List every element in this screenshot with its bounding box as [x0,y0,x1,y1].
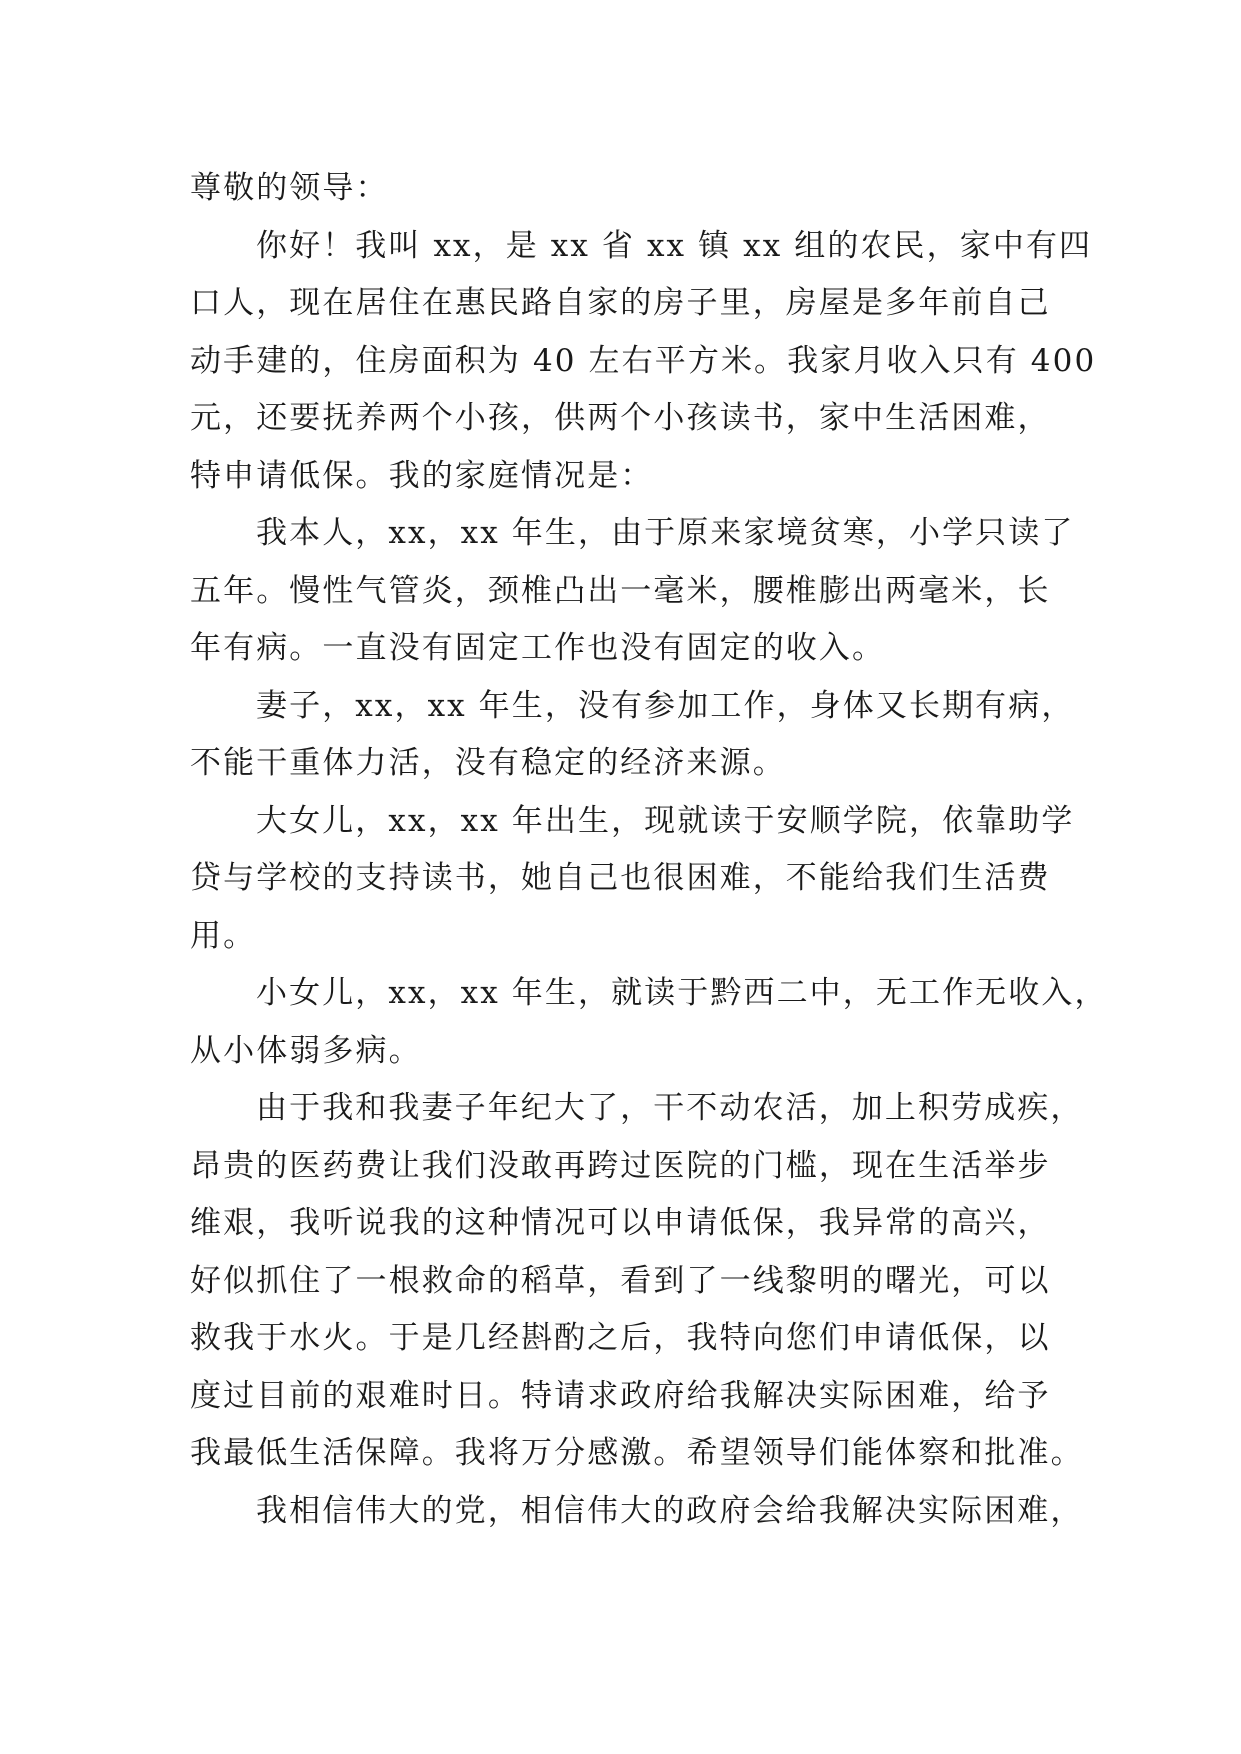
paragraph-request [190,1080,1084,1483]
paragraph-wife [190,678,1075,793]
text-line: 维艰，我听说我的这种情况可以申请低保，我异常的高兴， [190,1205,1051,1241]
text-line: 好似抓住了一根救命的稻草，看到了一线黎明的曙光，可以 [190,1262,1051,1299]
text-line: 我最低生活保障。我将万分感激。希望领导们能体察和批准。 [190,1435,1084,1471]
text-line: 贷与学校的支持读书，她自己也很困难，不能给我们生活费 [190,860,1051,896]
text-line: 口人，现在居住在惠民路自家的房子里，房屋是多年前自己 [190,285,1051,321]
text-line: 昂贵的医药费让我们没敢再跨过医院的门槛，现在生活举步 [190,1147,1051,1184]
text-line: 救我于水火。于是几经斟酌之后，我特向您们申请低保，以 [190,1320,1051,1356]
text-line: 动手建的，住房面积为 40 左右平方米。我家月收入只有 400 [190,342,1097,379]
paragraph-younger-daughter [190,965,1108,1080]
paragraph-self [190,505,1075,678]
text-line: 元，还要抚养两个小孩，供两个小孩读书，家中生活困难， [190,400,1051,436]
text-line: 五年。慢性气管炎，颈椎凸出一毫米，腰椎膨出两毫米，长 [190,572,1051,609]
text-line: 大女儿，xx，xx 年出生，现就读于安顺学院，依靠助学 [256,802,1075,839]
paragraph-elder-daughter [190,793,1075,966]
text-line: 小女儿，xx，xx 年生，就读于黔西二中，无工作无收入， [256,975,1108,1011]
text-line: 妻子，xx，xx 年生，没有参加工作，身体又长期有病， [256,687,1075,724]
text-line: 年有病。一直没有固定工作也没有固定的收入。 [190,630,886,666]
text-line: 你好！我叫 xx，是 xx 省 xx 镇 xx 组的农民，家中有四 [256,227,1093,264]
text-line: 不能干重体力活，没有稳定的经济来源。 [190,745,786,781]
text-line: 我本人，xx，xx 年生，由于原来家境贫寒，小学只读了 [256,515,1075,551]
text-line: 度过目前的艰难时日。特请求政府给我解决实际困难，给予 [190,1377,1051,1414]
text-line: 由于我和我妻子年纪大了，干不动农活，加上积劳成疾， [256,1090,1084,1126]
text-line: 从小体弱多病。 [190,1032,422,1069]
letter-body [190,160,1108,1540]
paragraph-greeting [190,218,1097,506]
text-line: 我相信伟大的党，相信伟大的政府会给我解决实际困难， [256,1492,1084,1529]
paragraph-trust [190,1483,1084,1541]
text-line: 用。 [190,917,257,954]
text-line: 特申请低保。我的家庭情况是： [190,457,654,494]
salutation: 尊敬的领导： [190,170,389,206]
